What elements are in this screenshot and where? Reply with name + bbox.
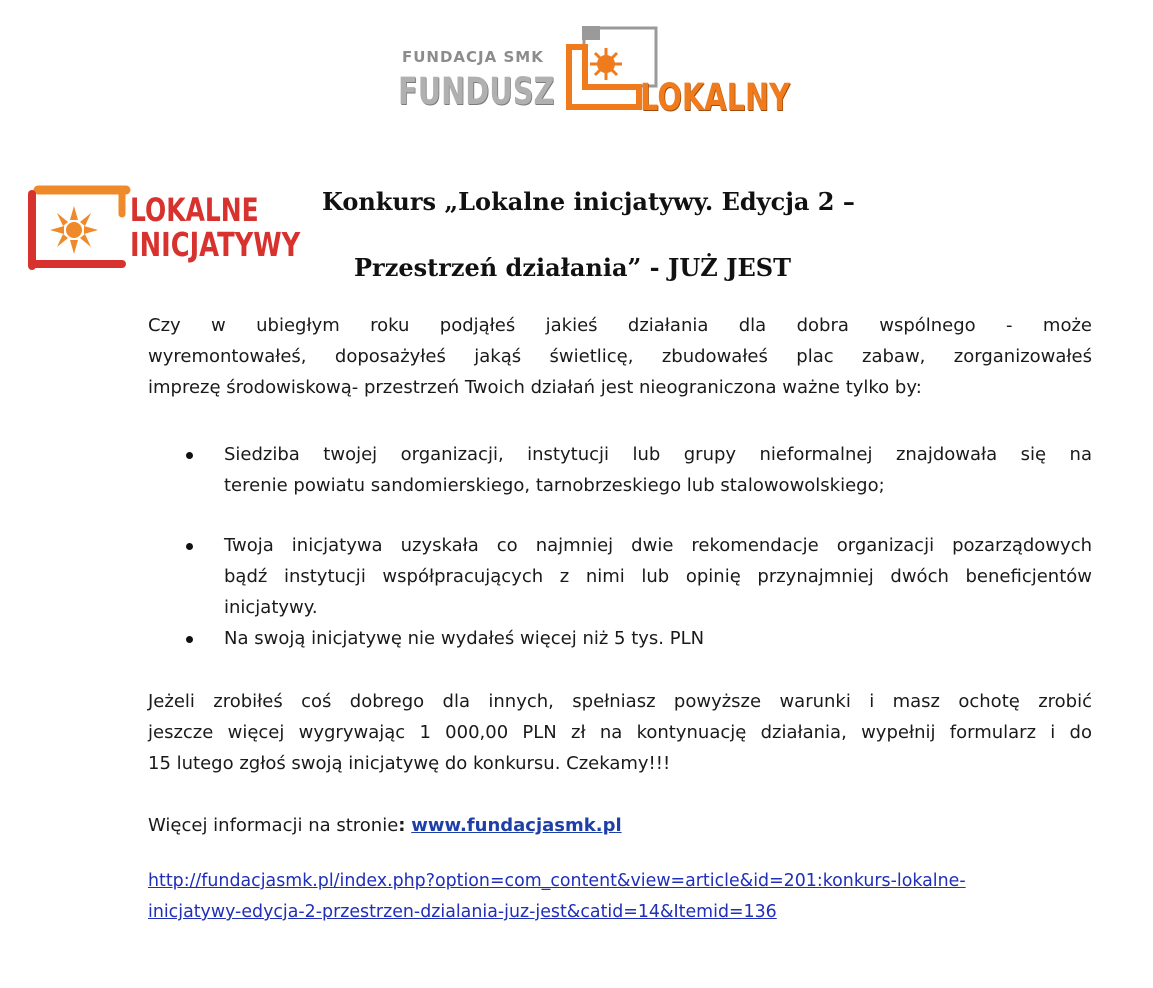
intro-paragraph (148, 310, 1092, 403)
article-link-line: inicjatywy-edycja-2-przestrzen-dzialania-juz-jest&catid=14&Itemid=136 (148, 902, 777, 922)
page-title-line-2: Przestrzeń działania” - JUŻ JEST (354, 253, 791, 282)
logo-small-text: FUNDACJA SMK (402, 48, 544, 66)
call-paragraph (148, 686, 1092, 779)
intro-line: wyremontowałeś, doposażyłeś jakąś świetlicę, zbudowałeś plac zabaw, zorganizowałeś (148, 346, 1092, 367)
condition-line: Twoja inicjatywa uzyskała co najmniej dwie rekomendacje organizacji pozarządowych (224, 535, 1092, 556)
condition-item (148, 439, 1092, 501)
article-link[interactable] (148, 866, 1092, 928)
condition-item (148, 530, 1092, 623)
intro-line: Czy w ubiegłym roku podjąłeś jakieś działania dla dobra wspólnego - może (148, 315, 1092, 336)
condition-line: Na swoją inicjatywę nie wydałeś więcej niż 5 tys. PLN (224, 628, 705, 649)
lokalne-inicjatywy-logo (26, 184, 321, 272)
call-line: Jeżeli zrobiłeś coś dobrego dla innych, spełniasz powyższe warunki i masz ochotę zrobić (148, 691, 1092, 712)
logo-word-lokalny: LOKALNY (640, 76, 791, 119)
logo-word-fundusz: FUNDUSZ (398, 70, 555, 113)
logo-line-inicjatywy: INICJATYWY (130, 225, 301, 264)
more-info-colon: : (398, 815, 406, 836)
call-line: 15 lutego zgłoś swoją inicjatywę do konkursu. Czekamy!!! (148, 753, 671, 774)
fundusz-lokalny-logo (398, 26, 810, 118)
article-link-line: http://fundacjasmk.pl/index.php?option=com_content&view=article&id=201:konkurs-lokalne- (148, 871, 966, 891)
condition-line: Siedziba twojej organizacji, instytucji lub grupy nieformalnej znajdowała się na (224, 444, 1092, 465)
call-line: jeszcze więcej wygrywając 1 000,00 PLN zł na kontynuację działania, wypełnij formularz i do (148, 722, 1092, 743)
condition-line: terenie powiatu sandomierskiego, tarnobrzeskiego lub stalowowolskiego; (224, 475, 885, 496)
website-link[interactable]: www.fundacjasmk.pl (411, 815, 622, 836)
logo-line-lokalne: LOKALNE (130, 191, 259, 229)
article-url (148, 866, 1092, 928)
intro-line: imprezę środowiskową- przestrzeń Twoich działań jest nieograniczona ważne tylko by: (148, 377, 922, 398)
lokalne-inicjatywy-mark-icon (26, 184, 146, 272)
conditions-list-2 (148, 530, 1092, 654)
more-info (148, 810, 1092, 841)
condition-line: bądź instytucji współpracujących z nimi lub opinię przynajmniej dwóch beneficjentów (224, 566, 1092, 587)
condition-item (148, 623, 1092, 654)
condition-line: inicjatywy. (224, 597, 318, 618)
page-title-line-1: Konkurs „Lokalne inicjatywy. Edycja 2 – (322, 187, 855, 216)
more-info-label: Więcej informacji na stronie (148, 815, 399, 836)
conditions-list (148, 439, 1092, 501)
